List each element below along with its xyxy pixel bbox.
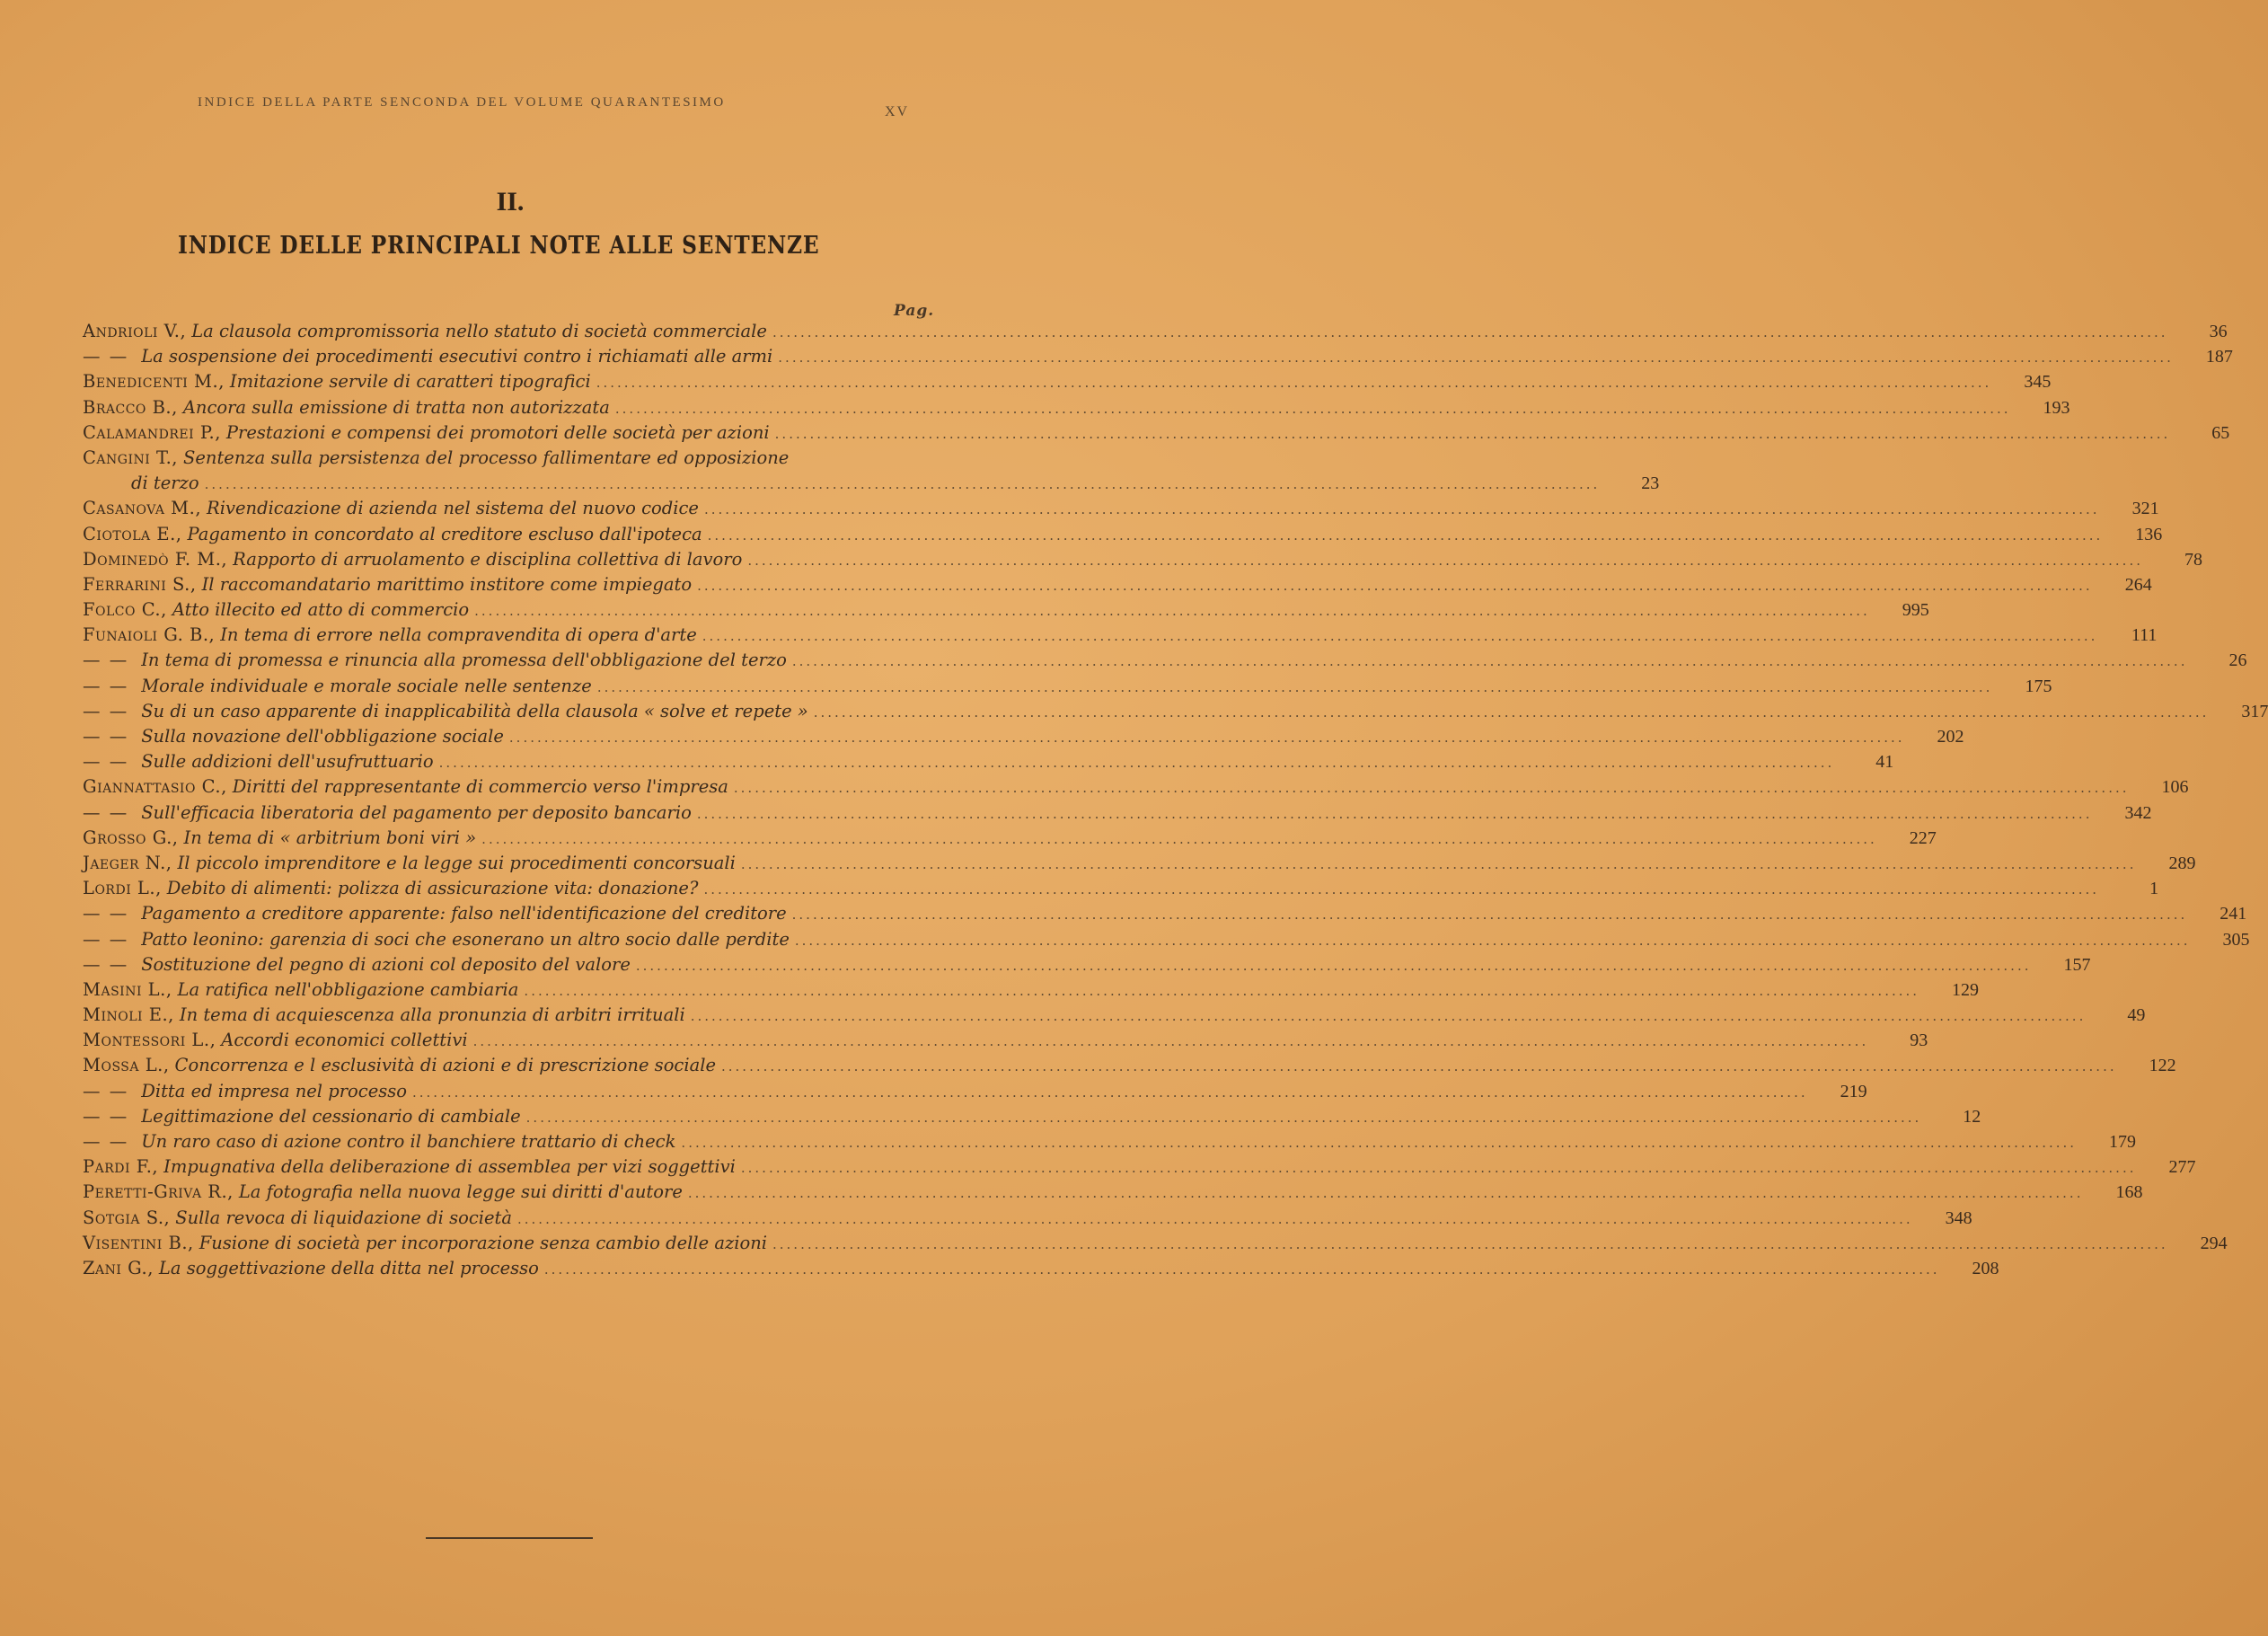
entry-page: 111 xyxy=(2131,625,2158,646)
index-entry xyxy=(83,1079,1867,1104)
entry-page: 136 xyxy=(2135,524,2163,544)
entry-author: Casanova M., xyxy=(83,498,202,519)
entry-title: In tema di « arbitrium boni viri » xyxy=(183,827,477,848)
entry-page: 157 xyxy=(2063,954,2091,975)
index-entry xyxy=(83,876,2159,901)
entry-page: 49 xyxy=(2127,1005,2146,1026)
entry-page: 122 xyxy=(2149,1056,2176,1076)
index-entry xyxy=(83,395,2070,420)
dot-leader: ........................................................................................................................................................................................................ xyxy=(517,1210,1913,1227)
entry-title: Il raccomandatario marittimo institore come impiegato xyxy=(201,573,693,595)
entry-page: 129 xyxy=(1952,979,1980,1000)
entry-page: 345 xyxy=(2024,372,2052,393)
index-entry xyxy=(83,699,2268,724)
dot-leader: ........................................................................................................................................................................................................ xyxy=(697,577,2093,594)
index-entry xyxy=(83,952,2091,977)
dot-leader: ........................................................................................................................................................................................................ xyxy=(596,678,1993,695)
index-entry xyxy=(83,420,2230,446)
running-header: INDICE DELLA PARTE SENCONDA DEL VOLUME QUARANTESIMO xyxy=(198,95,726,110)
index-entry xyxy=(83,369,2052,394)
index-entry xyxy=(83,1154,2196,1180)
dot-leader: ........................................................................................................................................................................................................ xyxy=(438,755,1835,772)
entry-page: 342 xyxy=(2124,802,2152,823)
index-entry xyxy=(83,1003,2146,1028)
entry-title: di terzo xyxy=(131,473,199,494)
dot-leader: ........................................................................................................................................................................................................ xyxy=(703,501,2100,518)
index-entry xyxy=(83,597,1929,623)
dot-leader: ........................................................................................................................................................................................................ xyxy=(687,1185,2084,1202)
entry-page: 175 xyxy=(2025,676,2052,696)
index-entry xyxy=(83,547,2202,572)
index-entry xyxy=(83,800,2152,826)
entry-title: Sulle addizioni dell'usufruttuario xyxy=(141,751,434,773)
entry-page: 348 xyxy=(1945,1207,1972,1228)
dot-leader: ........................................................................................................................................................................................................ xyxy=(412,1083,1808,1101)
dot-leader: ........................................................................................................................................................................................................ xyxy=(791,906,2188,924)
entry-title: Ditta ed impresa nel processo xyxy=(141,1080,407,1101)
entry-page: 208 xyxy=(1972,1258,1999,1278)
entry-title: Rivendicazione di azienda nel sistema del nuovo codice xyxy=(207,498,699,519)
entry-author: Giannattasio C., xyxy=(83,776,227,798)
entry-author: Andrioli V., xyxy=(83,321,187,341)
index-entry xyxy=(83,648,2247,673)
entry-title: Morale individuale e morale sociale nelle sentenze xyxy=(141,675,592,696)
entry-page: 317 xyxy=(2241,701,2268,721)
section-title: INDICE DELLE PRINCIPALI NOTE ALLE SENTENZE xyxy=(178,232,820,260)
entry-page: 219 xyxy=(1840,1081,1867,1101)
dot-leader: ........................................................................................................................................................................................................ xyxy=(733,780,2130,797)
index-entry xyxy=(83,826,1937,851)
closing-rule xyxy=(426,1537,593,1539)
entry-title: Il piccolo imprenditore e la legge sui procedimenti concorsuali xyxy=(177,852,736,873)
entry-page: 202 xyxy=(1937,727,1964,747)
entry-page: 93 xyxy=(1910,1030,1928,1051)
entry-author: Jaeger N., xyxy=(83,852,172,873)
entry-author: Mossa L., xyxy=(83,1055,170,1076)
entry-page: 193 xyxy=(2043,397,2070,418)
ditto-dash: — — xyxy=(83,751,129,773)
dot-leader: ........................................................................................................................................................................................................ xyxy=(747,552,2143,569)
dot-leader: ........................................................................................................................................................................................................ xyxy=(813,703,2210,721)
entry-title: Atto illecito ed atto di commercio xyxy=(172,599,470,621)
entry-title: La ratifica nell'obbligazione cambiaria xyxy=(177,978,519,1000)
index-entry xyxy=(83,1206,1972,1231)
ditto-dash: — — xyxy=(83,1131,129,1152)
dot-leader: ........................................................................................................................................................................................................ xyxy=(596,375,1992,392)
index-entry xyxy=(83,749,1894,774)
entry-page: 65 xyxy=(2211,422,2230,443)
dot-leader: ........................................................................................................................................................................................................ xyxy=(774,425,2171,442)
index-entry xyxy=(83,471,1660,496)
entry-page: 294 xyxy=(2200,1233,2228,1253)
entry-title: Sentenza sulla persistenza del processo fallimentare ed opposizione xyxy=(183,447,790,468)
index-entry xyxy=(83,1231,2228,1256)
entry-page: 179 xyxy=(2109,1132,2137,1152)
ditto-dash: — — xyxy=(83,928,129,950)
dot-leader: ........................................................................................................................................................................................................ xyxy=(778,349,2174,367)
dot-leader: ........................................................................................................................................................................................................ xyxy=(472,1033,1869,1050)
entry-title: Concorrenza e l esclusività di azioni e di prescrizione sociale xyxy=(174,1055,716,1076)
dot-leader: ........................................................................................................................................................................................................ xyxy=(772,324,2168,340)
entry-page: 241 xyxy=(2219,904,2247,924)
ditto-dash: — — xyxy=(83,1080,129,1101)
entry-author: Ciotola E., xyxy=(83,523,182,544)
entry-title: Prestazioni e compensi dei promotori delle società per azioni xyxy=(225,421,770,443)
entry-title: Sulla revoca di liquidazione di società xyxy=(175,1207,512,1228)
index-entry xyxy=(83,1053,2176,1078)
entry-page: 78 xyxy=(2184,549,2202,570)
entry-author: Sotgia S., xyxy=(83,1207,171,1228)
index-entry xyxy=(83,1104,1981,1129)
index-entry xyxy=(83,851,2196,876)
entry-page: 289 xyxy=(2168,853,2196,873)
dot-leader: ........................................................................................................................................................................................................ xyxy=(681,1135,2078,1151)
dot-leader: ........................................................................................................................................................................................................ xyxy=(721,1058,2117,1075)
entry-title: Impugnativa della deliberazione di assemblea per vizi soggettivi xyxy=(163,1156,736,1178)
entry-author: Benedicenti M., xyxy=(83,371,225,393)
index-entry xyxy=(83,724,1964,749)
index-entry xyxy=(83,344,2233,369)
index-entry xyxy=(83,623,2158,648)
page-column-label: Pag. xyxy=(894,302,935,320)
dot-leader: ........................................................................................................................................................................................................ xyxy=(702,628,2098,645)
ditto-dash: — — xyxy=(83,801,129,823)
entry-author: Pardi F., xyxy=(83,1156,159,1178)
entry-author: Grosso G., xyxy=(83,827,179,848)
dot-leader: ........................................................................................................................................................................................................ xyxy=(707,526,2104,544)
ditto-dash: — — xyxy=(83,726,129,747)
dot-leader: ........................................................................................................................................................................................................ xyxy=(696,805,2093,822)
index-entry xyxy=(83,572,2152,597)
ditto-dash: — — xyxy=(83,346,129,367)
dot-leader: ........................................................................................................................................................................................................ xyxy=(791,653,2188,670)
dot-leader: ........................................................................................................................................................................................................ xyxy=(740,1160,2137,1177)
entry-title: Debito di alimenti: polizza di assicurazione vita: donazione? xyxy=(166,878,699,899)
dot-leader: ........................................................................................................................................................................................................ xyxy=(740,855,2137,872)
ditto-dash: — — xyxy=(83,650,129,671)
entry-title: Rapporto di arruolamento e disciplina collettiva di lavoro xyxy=(233,548,743,570)
index-entry xyxy=(83,522,2163,547)
entry-title: Fusione di società per incorporazione senza cambio delle azioni xyxy=(199,1232,767,1253)
index-entry xyxy=(83,1028,1928,1053)
entry-page: 277 xyxy=(2168,1157,2196,1178)
entry-page: 995 xyxy=(1902,600,1929,621)
entry-title: Un raro caso di azione contro il banchiere trattario di check xyxy=(141,1131,676,1152)
entry-author: Folco C., xyxy=(83,599,167,621)
index-entry xyxy=(83,319,2228,344)
entry-title: La soggettivazione della ditta nel processo xyxy=(158,1257,539,1278)
entry-page: 26 xyxy=(2228,650,2247,671)
entry-title: Imitazione servile di caratteri tipografici xyxy=(229,371,591,393)
entry-author: Lordi L., xyxy=(83,878,162,899)
entry-page: 12 xyxy=(1963,1106,1981,1127)
entry-title: Patto leonino: garenzia di soci che esonerano un altro socio dalle perdite xyxy=(141,928,790,950)
dot-leader: ........................................................................................................................................................................................................ xyxy=(772,1235,2168,1252)
entry-author: Dominedò F. M., xyxy=(83,548,228,570)
entry-page: 168 xyxy=(2115,1182,2143,1203)
entry-author: Montessori L., xyxy=(83,1030,216,1051)
dot-leader: ........................................................................................................................................................................................................ xyxy=(204,476,1601,493)
entry-title: Accordi economici collettivi xyxy=(221,1030,468,1051)
dot-leader: ........................................................................................................................................................................................................ xyxy=(474,603,1870,620)
index-entry xyxy=(83,927,2250,952)
entry-author: Minoli E., xyxy=(83,1004,174,1026)
dot-leader: ........................................................................................................................................................................................................ xyxy=(508,730,1905,746)
entry-author: Visentini B., xyxy=(83,1232,194,1253)
entry-author: Ferrarini S., xyxy=(83,573,197,595)
entry-author: Calamandrei P., xyxy=(83,421,221,443)
entry-title: In tema di acquiescenza alla pronunzia di arbitri irrituali xyxy=(179,1004,685,1026)
entry-title: Sostituzione del pegno di azioni col deposito del valore xyxy=(141,953,631,975)
entry-page: 23 xyxy=(1641,473,1660,494)
entry-author: Masini L., xyxy=(83,978,172,1000)
entry-page: 227 xyxy=(1909,827,1937,848)
index-entry xyxy=(83,496,2159,521)
index-entry xyxy=(83,977,1980,1003)
dot-leader: ........................................................................................................................................................................................................ xyxy=(614,400,2011,417)
index-entry xyxy=(83,1129,2137,1154)
entry-title: Pagamento a creditore apparente: falso nell'identificazione del creditore xyxy=(141,903,787,924)
section-number: II. xyxy=(496,187,525,217)
index-entry xyxy=(83,1256,1999,1281)
entry-title: La sospensione dei procedimenti esecutivi contro i richiamati alle armi xyxy=(141,346,773,367)
entry-title: Legittimazione del cessionario di cambiale xyxy=(141,1105,521,1127)
entry-page: 1 xyxy=(2149,879,2159,899)
ditto-dash: — — xyxy=(83,953,129,975)
dot-leader: ........................................................................................................................................................................................................ xyxy=(703,881,2100,898)
entry-title: La clausola compromissoria nello statuto di società commerciale xyxy=(191,321,767,341)
dot-leader: ........................................................................................................................................................................................................ xyxy=(543,1260,1940,1278)
dot-leader: ........................................................................................................................................................................................................ xyxy=(525,1109,1922,1126)
entry-title: Sulla novazione dell'obbligazione sociale xyxy=(141,726,504,747)
entry-title: La fotografia nella nuova legge sui diritti d'autore xyxy=(238,1181,683,1203)
index-entry xyxy=(83,674,2052,699)
index-list xyxy=(83,319,2268,1281)
index-entry xyxy=(83,1180,2143,1205)
entry-author: Zani G., xyxy=(83,1257,154,1278)
entry-title: Sull'efficacia liberatoria del pagamento per deposito bancario xyxy=(141,801,692,823)
ditto-dash: — — xyxy=(83,700,129,721)
entry-title: In tema di errore nella compravendita di opera d'arte xyxy=(220,624,697,646)
entry-author: Peretti-Griva R., xyxy=(83,1181,234,1203)
dot-leader: ........................................................................................................................................................................................................ xyxy=(635,957,2032,974)
entry-page: 41 xyxy=(1875,752,1894,773)
page-number: XV xyxy=(885,104,910,119)
index-entry xyxy=(83,446,940,471)
ditto-dash: — — xyxy=(83,1105,129,1127)
entry-page: 305 xyxy=(2222,929,2250,950)
entry-title: Pagamento in concordato al creditore escluso dall'ipoteca xyxy=(187,523,702,544)
entry-author: Funaioli G. B., xyxy=(83,624,216,646)
index-entry xyxy=(83,901,2247,926)
ditto-dash: — — xyxy=(83,675,129,696)
entry-title: Su di un caso apparente di inapplicabilità della clausola « solve et repete » xyxy=(141,700,808,721)
dot-leader: ........................................................................................................................................................................................................ xyxy=(481,830,1877,847)
entry-author: Bracco B., xyxy=(83,396,178,418)
entry-page: 36 xyxy=(2209,322,2228,341)
entry-title: Diritti del rappresentante di commercio verso l'impresa xyxy=(232,776,728,798)
entry-title: Ancora sulla emissione di tratta non autorizzata xyxy=(182,396,610,418)
dot-leader: ........................................................................................................................................................................................................ xyxy=(690,1008,2087,1025)
entry-title: In tema di promessa e rinuncia alla promessa dell'obbligazione del terzo xyxy=(141,650,787,671)
entry-page: 264 xyxy=(2124,574,2152,595)
index-entry xyxy=(83,774,2189,800)
ditto-dash: — — xyxy=(83,903,129,924)
entry-page: 106 xyxy=(2161,777,2189,798)
dot-leader: ........................................................................................................................................................................................................ xyxy=(524,982,1920,999)
dot-leader: ........................................................................................................................................................................................................ xyxy=(794,932,2191,949)
entry-page: 321 xyxy=(2131,499,2159,519)
entry-author: Cangini T., xyxy=(83,447,179,468)
entry-page: 187 xyxy=(2205,347,2233,367)
